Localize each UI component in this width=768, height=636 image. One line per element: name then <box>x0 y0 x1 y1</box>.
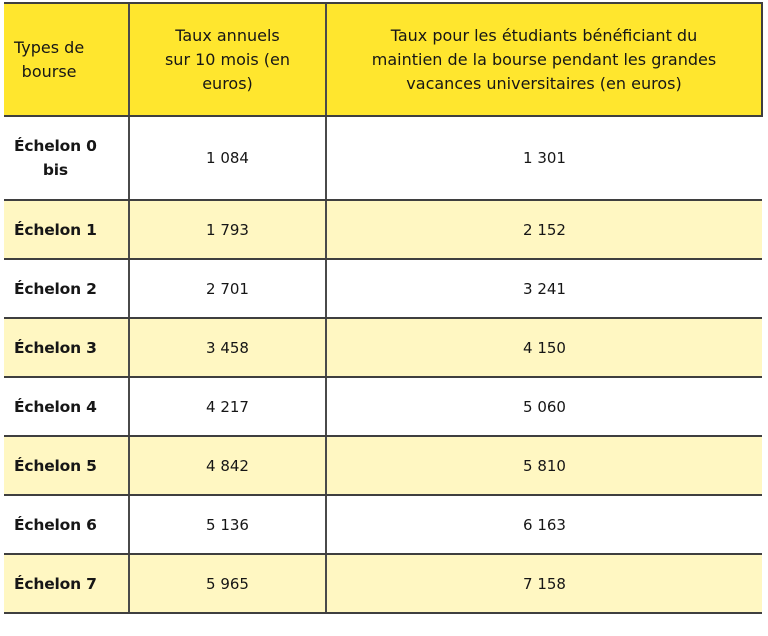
header-line: bourse <box>21 61 77 81</box>
annual-rate-cell: 4 842 <box>129 436 326 495</box>
table-row <box>4 495 762 554</box>
header-annual-rate <box>129 3 326 116</box>
table-row <box>4 377 762 436</box>
summer-rate-cell: 3 241 <box>326 259 762 318</box>
table-row <box>4 436 762 495</box>
summer-rate-cell: 7 158 <box>326 554 762 613</box>
row-label <box>4 116 129 200</box>
annual-rate-cell: 1 793 <box>129 200 326 259</box>
header-line: Taux annuels <box>175 25 280 45</box>
table-row <box>4 554 762 613</box>
summer-rate-cell: 4 150 <box>326 318 762 377</box>
annual-rate-cell: 2 701 <box>129 259 326 318</box>
header-line: sur 10 mois (en <box>164 49 291 69</box>
summer-rate-cell: 5 810 <box>326 436 762 495</box>
header-row <box>4 3 762 116</box>
header-line: euros) <box>202 73 253 93</box>
row-label-line: Échelon 0 <box>14 137 97 155</box>
scholarship-rates-table <box>4 2 763 614</box>
table-row <box>4 259 762 318</box>
header-line: maintien de la bourse pendant les grandes <box>371 49 717 69</box>
summer-rate-cell: 5 060 <box>326 377 762 436</box>
header-summer-rate <box>326 3 762 116</box>
table-row <box>4 318 762 377</box>
annual-rate-cell: 5 136 <box>129 495 326 554</box>
row-label: Échelon 3 <box>4 318 129 377</box>
header-line: vacances universitaires (en euros) <box>406 73 682 93</box>
summer-rate-cell: 2 152 <box>326 200 762 259</box>
row-label: Échelon 4 <box>4 377 129 436</box>
header-line: Types de <box>14 37 85 57</box>
header-types-de-bourse <box>4 3 129 116</box>
header-line: Taux pour les étudiants bénéficiant du <box>390 25 698 45</box>
annual-rate-cell: 5 965 <box>129 554 326 613</box>
row-label: Échelon 5 <box>4 436 129 495</box>
annual-rate-cell: 4 217 <box>129 377 326 436</box>
row-label: Échelon 1 <box>4 200 129 259</box>
table-body <box>4 116 762 613</box>
annual-rate-cell: 3 458 <box>129 318 326 377</box>
row-label: Échelon 2 <box>4 259 129 318</box>
annual-rate-cell: 1 084 <box>129 116 326 200</box>
row-label: Échelon 6 <box>4 495 129 554</box>
summer-rate-cell: 6 163 <box>326 495 762 554</box>
row-label: Échelon 7 <box>4 554 129 613</box>
row-label-line: bis <box>42 161 68 179</box>
table-row <box>4 200 762 259</box>
table-row <box>4 116 762 200</box>
table-header <box>4 3 762 116</box>
summer-rate-cell: 1 301 <box>326 116 762 200</box>
